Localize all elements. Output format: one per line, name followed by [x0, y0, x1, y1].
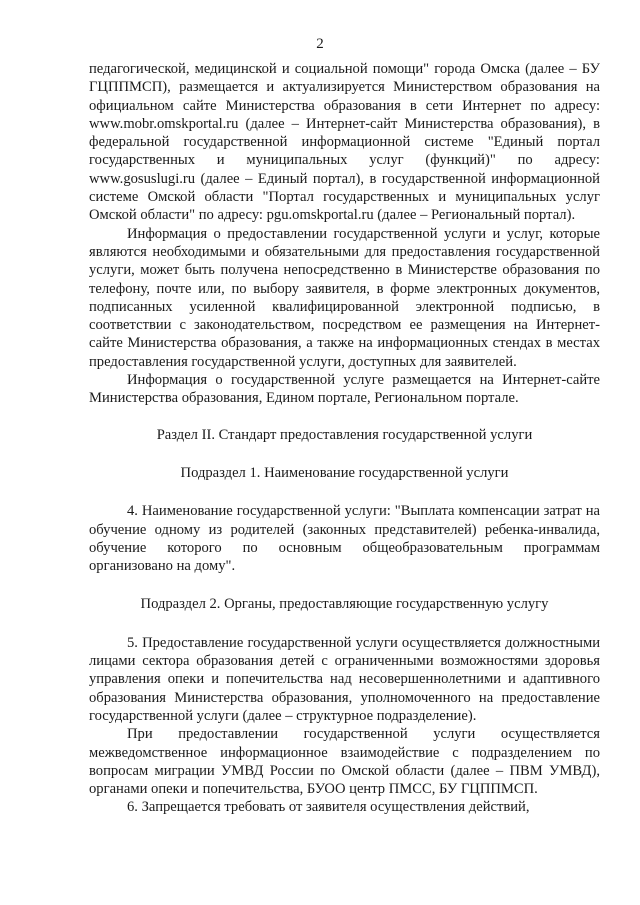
item-6: 6. Запрещается требовать от заявителя осуществления действий,	[127, 799, 530, 816]
item-4: 4. Наименование государственной услуги: "Выплата компенсации затрат на обучение одному из родителей (законных представителей) ребенка-инвалида, обучение которого по основным общеобразовательным программам организовано на дому".	[89, 503, 600, 575]
section-title: Раздел II. Стандарт предоставления государственной услуги	[156, 426, 533, 443]
subsection-2-title: Подраздел 2. Органы, предоставляющие государственную услугу	[140, 596, 549, 613]
paragraph-contacts: педагогической, медицинской и социальной помощи" города Омска (далее – БУ ГЦППМСП), размещается и актуализируется Министерством образования на официальном сайте Министерства образования в сети Интернет по адресу: www.mobr.omskportal.ru (далее – Интернет-сайт Министерства образования), в федеральной государственной информационной системе "Единый портал государственных и муниципальных услуг (функций)" по адресу: www.gosuslugi.ru (далее – Единый портал), в государственной информационной системе Омской области "Портал государственных и муниципальных услуг Омской области" по адресу: pgu.omskportal.ru (далее – Региональный портал).	[89, 61, 600, 224]
item-5: 5. Предоставление государственной услуги осуществляется должностными лицами сектора образования детей с ограниченными возможностями здоровья управления опеки и попечительства над несовершеннолетними и адаптивного образования Министерства образования, уполномоченного на предоставление государственной услуги (далее – структурное подразделение).	[89, 634, 600, 724]
item-5-continuation: При предоставлении государственной услуги осуществляется межведомственное информационное взаимодействие с подразделением по вопросам миграции УМВД России по Омской области (далее – ПВМ УМВД), органами опеки и попечительства, БУОО центр ПМСС, БУ ГЦППМСП.	[89, 726, 600, 798]
document-body	[89, 60, 600, 817]
paragraph-info-placement: Информация о государственной услуге размещается на Интернет-сайте Министерства образования, Едином портале, Региональном портале.	[89, 372, 600, 407]
page-number: 2	[316, 36, 324, 52]
subsection-1-title: Подраздел 1. Наименование государственной услуги	[180, 464, 509, 481]
paragraph-info-sources: Информация о предоставлении государственной услуги и услуг, которые являются необходимыми и обязательными для предоставления государственной услуги, может быть получена непосредственно в Министерстве образования по телефону, почте или, по выбору заявителя, в форме электронных документов, подписанных усиленной квалифицированной электронной подписью, в соответствии с законодательством, посредством ее размещения на Интернет-сайте Министерства образования, а также на информационных стендах в местах предоставления государственной услуги, доступных для заявителей.	[89, 225, 600, 370]
